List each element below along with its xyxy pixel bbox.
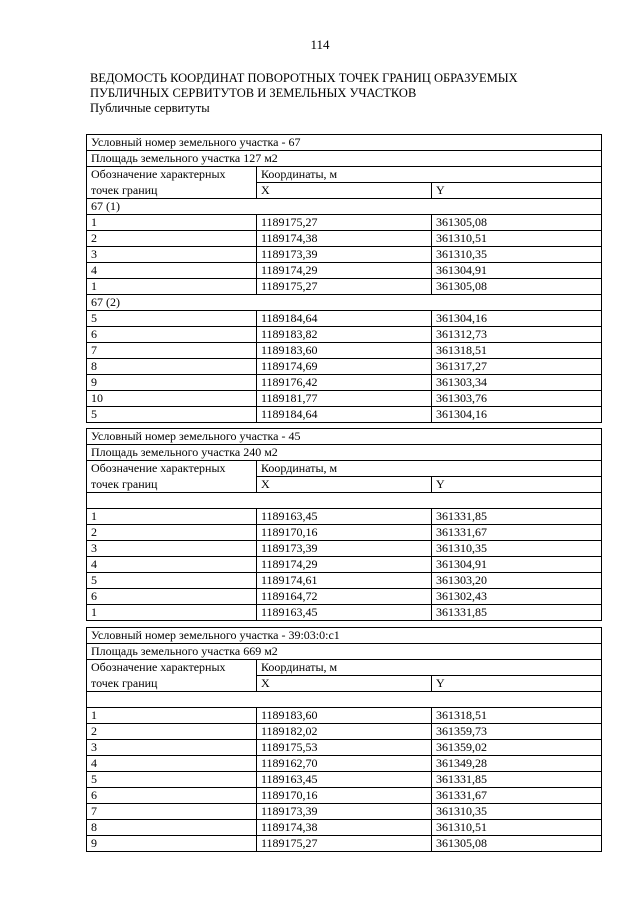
header-x: X <box>257 676 432 692</box>
header-points: Обозначение характерных <box>87 660 257 676</box>
table-row <box>87 279 602 295</box>
coord-y: 361312,73 <box>432 327 602 343</box>
header-points: Обозначение характерных <box>87 167 257 183</box>
coord-x: 1189174,29 <box>257 263 432 279</box>
point-number: 8 <box>87 820 257 836</box>
coord-x: 1189176,42 <box>257 375 432 391</box>
parcel-area: Площадь земельного участка 240 м2 <box>87 445 602 461</box>
point-number: 9 <box>87 375 257 391</box>
coord-y: 361304,91 <box>432 557 602 573</box>
point-number: 7 <box>87 343 257 359</box>
point-number: 1 <box>87 215 257 231</box>
coord-y: 361359,73 <box>432 724 602 740</box>
table-row <box>87 740 602 756</box>
header-y: Y <box>432 183 602 199</box>
header-row <box>87 167 602 183</box>
coord-x: 1189170,16 <box>257 525 432 541</box>
area-row <box>87 445 602 461</box>
table-row <box>87 407 602 423</box>
coord-x: 1189175,27 <box>257 279 432 295</box>
coord-x: 1189174,38 <box>257 820 432 836</box>
coord-y: 361318,51 <box>432 708 602 724</box>
header-points-cont: точек границ <box>87 477 257 493</box>
coord-y: 361317,27 <box>432 359 602 375</box>
point-number: 5 <box>87 772 257 788</box>
coord-x: 1189162,70 <box>257 756 432 772</box>
table-row <box>87 836 602 852</box>
coord-y: 361331,85 <box>432 605 602 621</box>
coord-y: 361331,67 <box>432 525 602 541</box>
heading-line-1: ВЕДОМОСТЬ КООРДИНАТ ПОВОРОТНЫХ ТОЧЕК ГРАНИЦ ОБРАЗУЕМЫХ <box>90 71 518 85</box>
point-number: 2 <box>87 525 257 541</box>
coordinates-table-39-03-0-c1 <box>86 627 601 852</box>
table-row <box>87 263 602 279</box>
point-number: 4 <box>87 263 257 279</box>
point-number: 2 <box>87 724 257 740</box>
coord-x: 1189175,53 <box>257 740 432 756</box>
header-row <box>87 477 602 493</box>
group-label <box>87 493 602 509</box>
coord-x: 1189183,60 <box>257 343 432 359</box>
parcel-number: Условный номер земельного участка - 67 <box>87 135 602 151</box>
table-row <box>87 311 602 327</box>
point-number: 1 <box>87 509 257 525</box>
point-number: 1 <box>87 605 257 621</box>
parcel-number: Условный номер земельного участка - 45 <box>87 429 602 445</box>
table-row <box>87 788 602 804</box>
table-row <box>87 772 602 788</box>
point-number: 8 <box>87 359 257 375</box>
coord-x: 1189163,45 <box>257 509 432 525</box>
group-label: 67 (2) <box>87 295 602 311</box>
table-row <box>87 804 602 820</box>
parcel-area: Площадь земельного участка 127 м2 <box>87 151 602 167</box>
table-row <box>87 820 602 836</box>
coord-y: 361310,51 <box>432 231 602 247</box>
table-row <box>87 708 602 724</box>
point-number: 10 <box>87 391 257 407</box>
table-row <box>87 375 602 391</box>
table-row <box>87 525 602 541</box>
coord-x: 1189173,39 <box>257 541 432 557</box>
heading-line-2: ПУБЛИЧНЫХ СЕРВИТУТОВ И ЗЕМЕЛЬНЫХ УЧАСТКОВ <box>90 86 417 100</box>
point-number: 5 <box>87 573 257 589</box>
coord-x: 1189174,69 <box>257 359 432 375</box>
header-y: Y <box>432 676 602 692</box>
point-number: 5 <box>87 311 257 327</box>
coord-y: 361331,85 <box>432 509 602 525</box>
point-number: 3 <box>87 247 257 263</box>
header-coordinates: Координаты, м <box>257 660 602 676</box>
coord-y: 361359,02 <box>432 740 602 756</box>
coordinates-table <box>86 428 602 621</box>
coord-x: 1189174,29 <box>257 557 432 573</box>
header-row <box>87 660 602 676</box>
coord-y: 361304,16 <box>432 407 602 423</box>
coord-y: 361310,35 <box>432 804 602 820</box>
coord-x: 1189184,64 <box>257 407 432 423</box>
coord-x: 1189182,02 <box>257 724 432 740</box>
point-number: 1 <box>87 279 257 295</box>
point-number: 2 <box>87 231 257 247</box>
coord-y: 361349,28 <box>432 756 602 772</box>
point-number: 6 <box>87 327 257 343</box>
group-label: 67 (1) <box>87 199 602 215</box>
coord-y: 361310,35 <box>432 541 602 557</box>
coord-x: 1189163,45 <box>257 605 432 621</box>
parcel-row <box>87 429 602 445</box>
coord-y: 361303,20 <box>432 573 602 589</box>
header-y: Y <box>432 477 602 493</box>
table-row <box>87 756 602 772</box>
point-number: 7 <box>87 804 257 820</box>
header-row <box>87 676 602 692</box>
table-row <box>87 724 602 740</box>
table-row <box>87 231 602 247</box>
header-points-cont: точек границ <box>87 183 257 199</box>
parcel-row <box>87 135 602 151</box>
coord-x: 1189163,45 <box>257 772 432 788</box>
coord-x: 1189184,64 <box>257 311 432 327</box>
parcel-number: Условный номер земельного участка - 39:03:0:с1 <box>87 628 602 644</box>
parcel-area: Площадь земельного участка 669 м2 <box>87 644 602 660</box>
group-label <box>87 692 602 708</box>
table-row <box>87 509 602 525</box>
coord-y: 361318,51 <box>432 343 602 359</box>
group-label-row <box>87 493 602 509</box>
coordinates-table-45 <box>86 428 601 621</box>
header-row <box>87 461 602 477</box>
document-heading <box>90 71 610 116</box>
table-row <box>87 605 602 621</box>
table-row <box>87 541 602 557</box>
coord-y: 361305,08 <box>432 279 602 295</box>
coord-y: 361331,85 <box>432 772 602 788</box>
group-label-row <box>87 199 602 215</box>
coord-y: 361305,08 <box>432 215 602 231</box>
coord-x: 1189164,72 <box>257 589 432 605</box>
coord-x: 1189183,82 <box>257 327 432 343</box>
coord-y: 361303,76 <box>432 391 602 407</box>
point-number: 9 <box>87 836 257 852</box>
table-row <box>87 215 602 231</box>
coord-y: 361310,51 <box>432 820 602 836</box>
header-points: Обозначение характерных <box>87 461 257 477</box>
point-number: 5 <box>87 407 257 423</box>
header-x: X <box>257 183 432 199</box>
coordinates-table <box>86 627 602 852</box>
table-row <box>87 343 602 359</box>
coord-y: 361304,91 <box>432 263 602 279</box>
coord-x: 1189174,38 <box>257 231 432 247</box>
coord-y: 361305,08 <box>432 836 602 852</box>
header-coordinates: Координаты, м <box>257 461 602 477</box>
coord-x: 1189170,16 <box>257 788 432 804</box>
group-label-row <box>87 295 602 311</box>
point-number: 6 <box>87 788 257 804</box>
coord-y: 361304,16 <box>432 311 602 327</box>
coord-x: 1189183,60 <box>257 708 432 724</box>
area-row <box>87 644 602 660</box>
coordinates-table-67 <box>86 134 601 423</box>
point-number: 1 <box>87 708 257 724</box>
coord-x: 1189173,39 <box>257 804 432 820</box>
page-number: 114 <box>310 37 330 52</box>
coord-x: 1189181,77 <box>257 391 432 407</box>
coord-x: 1189175,27 <box>257 836 432 852</box>
coord-y: 361331,67 <box>432 788 602 804</box>
point-number: 3 <box>87 541 257 557</box>
table-row <box>87 327 602 343</box>
header-x: X <box>257 477 432 493</box>
area-row <box>87 151 602 167</box>
table-row <box>87 247 602 263</box>
table-row <box>87 391 602 407</box>
header-points-cont: точек границ <box>87 676 257 692</box>
coord-x: 1189173,39 <box>257 247 432 263</box>
point-number: 6 <box>87 589 257 605</box>
coord-y: 361303,34 <box>432 375 602 391</box>
header-coordinates: Координаты, м <box>257 167 602 183</box>
table-row <box>87 589 602 605</box>
table-row <box>87 573 602 589</box>
coord-x: 1189175,27 <box>257 215 432 231</box>
table-row <box>87 557 602 573</box>
point-number: 4 <box>87 756 257 772</box>
coord-y: 361310,35 <box>432 247 602 263</box>
parcel-row <box>87 628 602 644</box>
header-row <box>87 183 602 199</box>
point-number: 3 <box>87 740 257 756</box>
group-label-row <box>87 692 602 708</box>
coord-y: 361302,43 <box>432 589 602 605</box>
point-number: 4 <box>87 557 257 573</box>
table-row <box>87 359 602 375</box>
heading-subtitle: Публичные сервитуты <box>90 101 210 115</box>
coord-x: 1189174,61 <box>257 573 432 589</box>
coordinates-table <box>86 134 602 423</box>
